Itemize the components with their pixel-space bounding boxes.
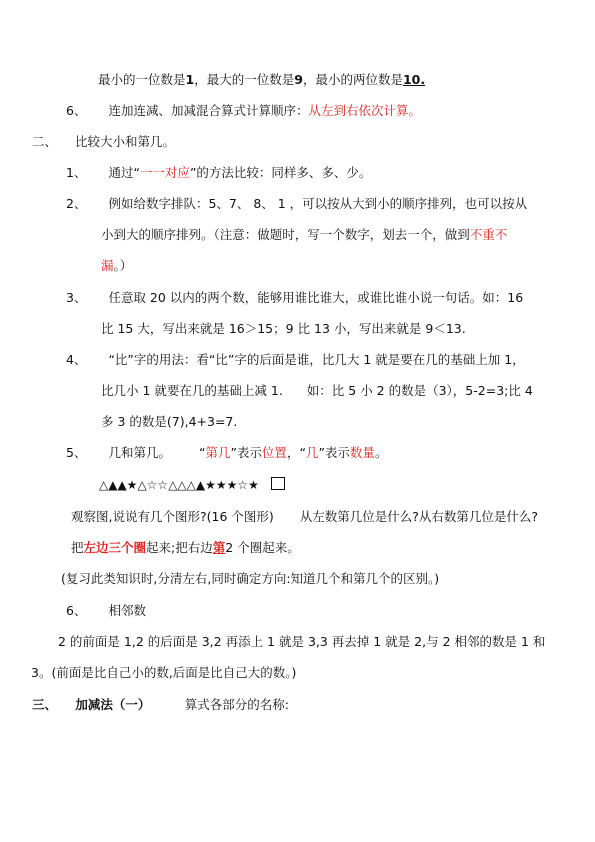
shape-sequence-glyphs: △▲▲★△☆☆△△△▲★★★☆★: [99, 478, 259, 492]
review-note: (复习此类知识时,分清左右,同时确定方向:知道几个和第几个的区别。): [61, 571, 440, 586]
adjacent-explanation: 2 的前面是 1,2 的后面是 3,2 再添上 1 就是 3,3 再去掉 1 就是 2,与 2 相邻的数是 1 和: [58, 634, 546, 649]
section-2-heading: 二、 比较大小和第几。: [32, 134, 176, 149]
adjacent-explanation-cont: 3。(前面是比自己小的数,后面是比自己大的数。): [31, 665, 297, 680]
circle-instruction: 把左边三个圈起来;把右边第2 个圈起来。: [71, 540, 300, 555]
item-4-bi-usage-end: 多 3 的数是(7),4+3=7.: [101, 414, 238, 429]
item-6-calc-order: 6、 连加连减、加减混合算式计算顺序：从左到右依次计算。: [66, 103, 421, 118]
shape-sequence: [99, 477, 285, 493]
item-4-bi-usage-cont: 比几小 1 就要在几的基础上减 1. 如：比 5 小 2 的数是（3），5-2=3;比 4: [101, 383, 533, 398]
empty-square: [271, 477, 285, 490]
item-6-adjacent: 6、 相邻数: [66, 603, 146, 618]
item-2-ordering-end: 漏。）: [101, 258, 133, 273]
section-3-heading: 三、 加减法（一） 算式各部分的名称:: [32, 697, 289, 712]
item-4-bi-usage: 4、 “比”字的用法：看“比”字的后面是谁，比几大 1 就是要在几的基础上加 1，: [66, 352, 525, 367]
item-3-compare: 3、 任意取 20 以内的两个数，能够用谁比谁大，或谁比谁小说一句话。如：16: [66, 290, 524, 305]
item-1-one-to-one: 1、 通过“一一对应”的方法比较：同样多、多、少。: [66, 165, 372, 180]
item-3-compare-cont: 比 15 大，写出来就是 16＞15；9 比 13 小，写出来就是 9＜13.: [101, 321, 466, 336]
item-5-position-quantity: 5、 几和第几。 “第几”表示位置，“几”表示数量。: [66, 445, 388, 460]
observe-question: 观察图,说说有几个图形?(16 个图形) 从左数第几位是什么?从右数第几位是什么?: [71, 509, 539, 524]
item-2-ordering-cont: 小到大的顺序排列。（注意：做题时，写一个数字，划去一个，做到不重不: [101, 227, 508, 242]
item-2-ordering: 2、 例如给数字排队：5、7、 8、 1 ，可以按从大到小的顺序排列，也可以按从: [66, 196, 528, 211]
min-max-digits-line: 最小的一位数是1，最大的一位数是9，最小的两位数是10.: [98, 72, 426, 87]
